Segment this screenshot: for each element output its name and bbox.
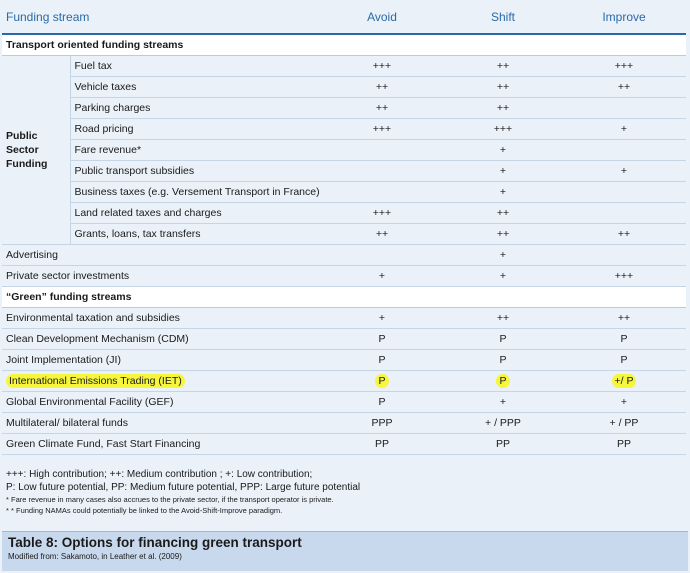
table-row [2,391,686,412]
avoid-cell-value: + [378,311,386,324]
caption-title: Table 8: Options for financing green transport [8,535,302,550]
legend-potential: P: Low future potential, PP: Medium future potential, PPP: Large future potential [6,482,361,493]
improve-cell-value: + / PP [609,416,639,429]
table-row [2,307,686,328]
shift-cell [444,265,562,286]
improve-cell-value: PP [616,437,631,450]
table-row [2,139,686,160]
shift-cell [444,97,562,118]
avoid-cell [320,328,444,349]
table-row [2,412,686,433]
shift-cell [444,202,562,223]
shift-cell [444,391,562,412]
shift-cell [444,181,562,202]
row-label: Public transport subsidies [70,160,320,181]
shift-cell-value: + [499,164,507,177]
section-transport-title: Transport oriented funding streams [2,34,686,55]
improve-cell-value: ++ [617,311,631,324]
improve-cell [562,223,686,244]
row-label [2,307,320,328]
table-row [2,202,686,223]
shift-cell-value: ++ [496,59,510,72]
avoid-cell [320,76,444,97]
shift-cell-value: PP [495,437,510,450]
improve-cell [562,97,686,118]
improve-cell-value: + [620,395,628,408]
avoid-cell-value: PP [374,437,389,450]
section-row [2,286,686,307]
row-label: Fare revenue* [70,139,320,160]
row-label-text: Clean Development Mechanism (CDM) [6,332,189,345]
shift-cell-value: + [499,269,507,282]
table-caption [2,531,688,571]
shift-cell [444,55,562,76]
improve-cell [562,76,686,97]
row-label-text: Green Climate Fund, Fast Start Financing [6,437,201,450]
improve-cell [562,412,686,433]
avoid-cell [320,55,444,76]
avoid-cell-value: P [378,395,386,408]
table-row [2,76,686,97]
shift-cell-value: ++ [496,311,510,324]
shift-cell [444,433,562,454]
avoid-cell-value: +++ [372,206,392,219]
avoid-cell [320,139,444,160]
public-sector-label: Public Sector Funding [2,55,70,244]
shift-cell-value: P [499,332,507,345]
caption-source: Modified from: Sakamoto, in Leather et al. (2009) [8,552,182,561]
shift-cell-value: + [499,248,507,261]
row-label [2,433,320,454]
shift-cell [444,349,562,370]
row-label-text: International Emissions Trading (IET) [6,374,185,388]
row-label: Vehicle taxes [70,76,320,97]
funding-table [2,0,686,455]
row-label: Land related taxes and charges [70,202,320,223]
row-label: Road pricing [70,118,320,139]
improve-cell-value: + [620,122,628,135]
shift-cell-value: + [499,143,507,156]
table-row [2,433,686,454]
avoid-cell [320,202,444,223]
improve-cell [562,370,686,391]
header-funding-stream: Funding stream [6,9,90,24]
improve-cell-value: P [620,353,628,366]
header-avoid: Avoid [367,9,397,24]
avoid-cell [320,391,444,412]
table-row [2,55,686,76]
avoid-cell-value: P [378,332,386,345]
shift-cell-value: +++ [493,122,513,135]
avoid-cell [320,244,444,265]
table-row [2,265,686,286]
improve-cell [562,202,686,223]
avoid-cell-value: ++ [375,101,389,114]
row-label [2,328,320,349]
improve-cell [562,118,686,139]
improve-cell [562,265,686,286]
avoid-cell [320,118,444,139]
improve-cell [562,433,686,454]
improve-cell [562,244,686,265]
avoid-cell [320,265,444,286]
row-label-text: Global Environmental Facility (GEF) [6,395,174,408]
improve-cell-value: + [620,164,628,177]
avoid-cell-value: ++ [375,80,389,93]
legend-contribution: +++: High contribution; ++: Medium contribution ; +: Low contribution; [6,469,313,480]
section-green-title: “Green” funding streams [2,286,686,307]
avoid-cell [320,412,444,433]
avoid-cell [320,370,444,391]
shift-cell-value: ++ [496,80,510,93]
improve-cell [562,328,686,349]
table-row [2,160,686,181]
improve-cell-value: ++ [617,80,631,93]
improve-cell [562,139,686,160]
improve-cell [562,181,686,202]
shift-cell-value: ++ [496,206,510,219]
improve-cell-value: +++ [614,269,634,282]
row-label: Parking charges [70,97,320,118]
table-header-row [2,0,686,34]
shift-cell-value: P [496,374,509,388]
row-label-text: Joint Implementation (JI) [6,353,121,366]
improve-cell [562,55,686,76]
table-body [2,34,686,454]
shift-cell-value: + / PPP [485,416,521,429]
shift-cell-value: P [499,353,507,366]
row-label [2,412,320,433]
improve-cell [562,160,686,181]
shift-cell [444,118,562,139]
avoid-cell-value: P [378,353,386,366]
avoid-cell-value: PPP [371,416,393,429]
table-row [2,223,686,244]
shift-cell-value: ++ [496,227,510,240]
shift-cell [444,412,562,433]
avoid-cell [320,433,444,454]
shift-cell [444,76,562,97]
shift-cell [444,139,562,160]
footnote-fare: * Fare revenue in many cases also accrues to the private sector, if the transport operator is private. [6,495,334,504]
improve-cell-value: ++ [617,227,631,240]
shift-cell [444,244,562,265]
improve-cell [562,349,686,370]
avoid-cell-value: +++ [372,59,392,72]
table-row [2,328,686,349]
avoid-cell [320,307,444,328]
improve-cell-value: +++ [614,59,634,72]
table-row [2,349,686,370]
shift-cell-value: + [499,185,507,198]
improve-cell [562,391,686,412]
row-label [2,370,320,391]
table-row [2,244,686,265]
table-row [2,181,686,202]
row-label [2,349,320,370]
shift-cell [444,223,562,244]
shift-cell [444,370,562,391]
improve-cell-value: +/ P [612,374,637,388]
table-row [2,97,686,118]
improve-cell-value: P [620,332,628,345]
row-label: Business taxes (e.g. Versement Transport in France) [70,181,320,202]
improve-cell [562,307,686,328]
avoid-cell-value: ++ [375,227,389,240]
row-label: Fuel tax [70,55,320,76]
table-row [2,370,686,391]
avoid-cell-value: +++ [372,122,392,135]
table-row [2,118,686,139]
table-notes [6,468,686,516]
avoid-cell [320,97,444,118]
avoid-cell-value: P [375,374,388,388]
row-label [2,391,320,412]
footnote-nama: * * Funding NAMAs could potentially be linked to the Avoid-Shift-Improve paradigm. [6,506,283,515]
shift-cell-value: + [499,395,507,408]
shift-cell [444,160,562,181]
row-label: Private sector investments [2,265,320,286]
shift-cell-value: ++ [496,101,510,114]
header-improve: Improve [602,9,646,24]
avoid-cell [320,349,444,370]
avoid-cell [320,181,444,202]
header-shift: Shift [490,9,515,24]
row-label: Advertising [2,244,320,265]
row-label-text: Multilateral/ bilateral funds [6,416,128,429]
row-label-text: Environmental taxation and subsidies [6,311,180,324]
shift-cell [444,328,562,349]
avoid-cell [320,223,444,244]
shift-cell [444,307,562,328]
section-row [2,34,686,55]
avoid-cell-value: + [378,269,386,282]
avoid-cell [320,160,444,181]
row-label: Grants, loans, tax transfers [70,223,320,244]
